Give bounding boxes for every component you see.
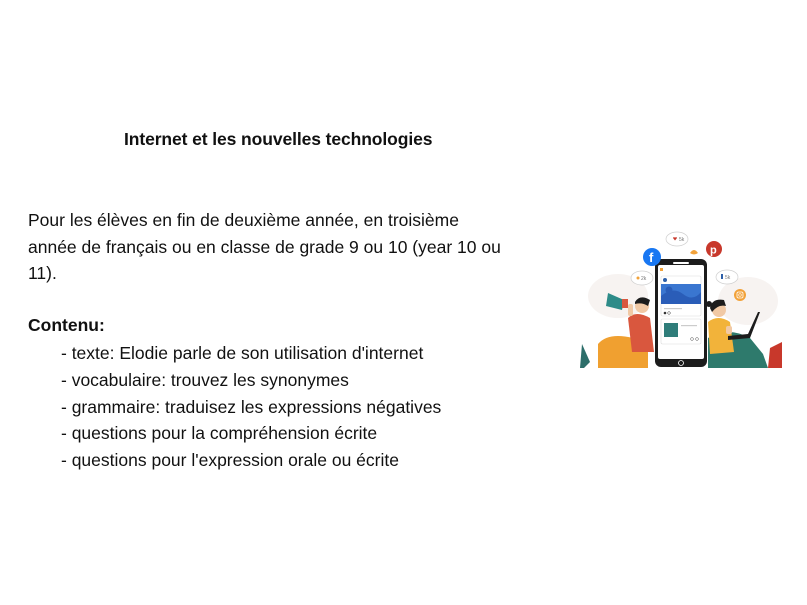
contents-list	[61, 340, 441, 474]
document-title: Internet et les nouvelles technologies	[124, 129, 433, 149]
bird-icon	[690, 250, 698, 255]
list-item: - vocabulaire: trouvez les synonymes	[61, 369, 349, 390]
contents-heading: Contenu:	[28, 315, 105, 335]
facebook-icon	[643, 248, 661, 266]
svg-text:p: p	[710, 244, 717, 257]
intro-line: Pour les élèves en fin de deuxième année, en troisième	[28, 210, 459, 230]
smartphone-icon	[655, 259, 707, 367]
svg-text:5k: 5k	[725, 275, 731, 281]
svg-text:5k: 5k	[679, 237, 685, 243]
social-media-illustration	[578, 226, 783, 368]
intro-line: année de français ou en classe de grade 9 ou 10 (year 10 ou	[28, 236, 501, 257]
list-item: - grammaire: traduisez les expressions négatives	[61, 396, 442, 417]
svg-text:f: f	[649, 250, 654, 265]
heart-bubble-icon	[666, 232, 688, 246]
pinterest-icon	[706, 241, 722, 257]
list-item: - texte: Elodie parle de son utilisation d'internet	[61, 343, 424, 363]
list-item: - questions pour l'expression orale ou écrite	[61, 450, 399, 471]
follower-bubble-icon	[716, 270, 738, 284]
intro-line: 11).	[28, 263, 57, 283]
svg-text:2k: 2k	[641, 276, 647, 282]
like-bubble-icon	[631, 271, 653, 285]
intro-paragraph	[28, 207, 568, 287]
instagram-icon	[734, 289, 746, 301]
list-item: - questions pour la compréhension écrite	[61, 423, 378, 444]
